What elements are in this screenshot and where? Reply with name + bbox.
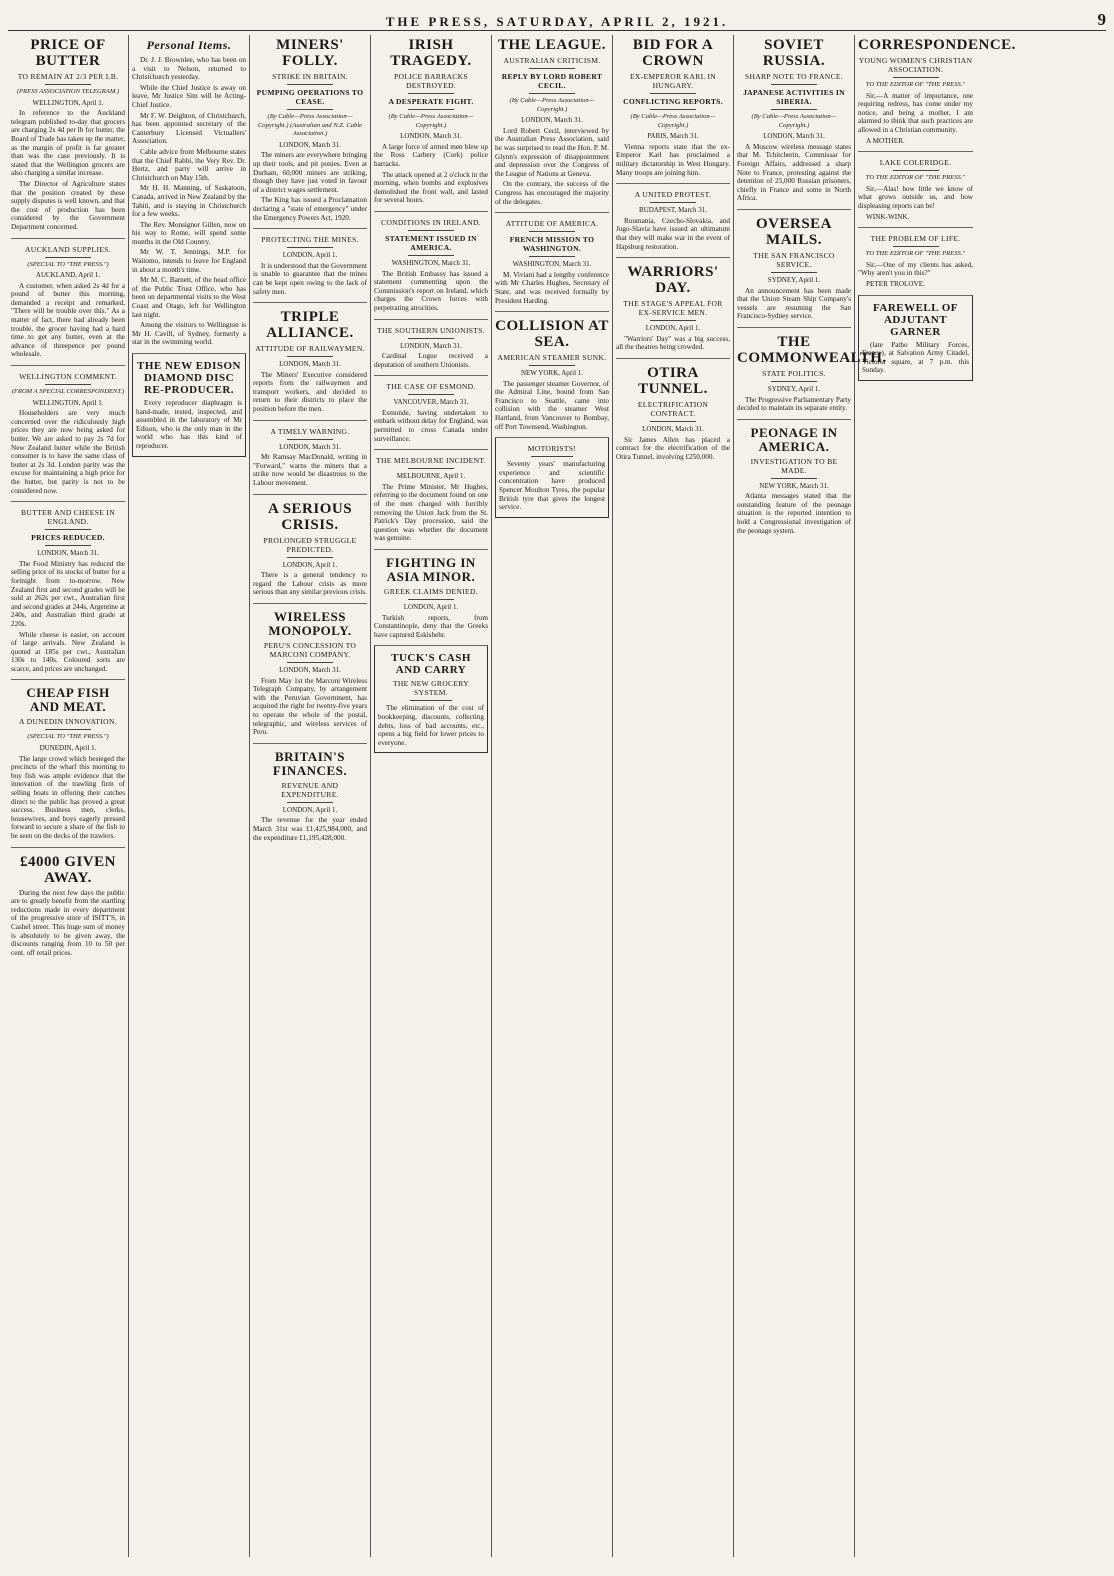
article-paragraph: "Warriors' Day" was a big success, all the theatres being crowded. — [616, 334, 730, 352]
article-subhead: THE SAN FRANCISCO SERVICE. — [753, 250, 835, 269]
article-subhead: PERU'S CONCESSION TO MARCONI COMPANY. — [263, 641, 357, 659]
article-credit: (By Cable—Press Association—Copyright.) — [751, 113, 837, 129]
divider-rule — [408, 338, 454, 339]
advertisement — [495, 437, 609, 518]
article — [737, 419, 851, 536]
divider-rule — [45, 257, 91, 258]
article-paragraph: In reference to the Auckland telegram published to-day that grocers are charging 2s 4d per lb for butter, the Board of Trade has taken up the matter, as the margin of profit is far greater than was the case previously. It is stated that the Wellington grocers are also charging a similar increase. — [11, 109, 125, 178]
article-paragraph: PETER TROLOVE. — [866, 279, 925, 288]
divider-rule — [45, 84, 91, 85]
article-subhead: STATE POLITICS. — [762, 368, 826, 378]
divider-rule — [650, 202, 696, 203]
article-subhead: THE NEW GROCERY SYSTEM. — [392, 679, 470, 698]
article — [374, 319, 488, 370]
article-paragraph: While cheese is easier, on account of large arrivals. New Zealand is quoted at 185s per cwt., Australian 130s to 140s. Coloured sorts are scarce, and prices are unchanged. — [11, 630, 125, 673]
article-subhead: LAKE COLERIDGE. — [879, 158, 952, 168]
article-paragraph: A MOTHER. — [866, 136, 905, 145]
article-paragraph: Vienna reports state that the ex-Emperor Karl has proclaimed a military dictatorship in West Hungary. Many troops are joining him. — [616, 142, 730, 177]
article-headline: TUCK'S CASH AND CARRY — [391, 652, 471, 677]
article-paragraph: There is a general tendency to regard the Labour crisis as more serious than any similar previous crisis. — [253, 571, 367, 597]
article — [616, 358, 730, 461]
article-dateline: DUNEDIN, April 1. — [39, 744, 97, 753]
article-paragraph: Dr. J. J. Brownlee, who has been on a visit to Nelson, returned to Christchurch yesterday. — [132, 56, 246, 82]
advertisement — [858, 295, 973, 381]
divider-rule — [287, 802, 333, 803]
article-paragraph: Turkish reports, from Constantinople, deny that the Greeks have captured Eskishehr. — [374, 613, 488, 639]
article-paragraph: Cable advice from Melbourne states that the Chief Rabbi, the Very Rev. Dr. Hertz, and party will arrive in Christchurch on May 15th. — [132, 147, 246, 182]
article-subhead: FRENCH MISSION TO WASHINGTON. — [509, 235, 595, 254]
article — [132, 37, 246, 347]
article-dateline: AUCKLAND, April 1. — [35, 271, 101, 280]
article-headline: SOVIET RUSSIA. — [762, 37, 826, 69]
article-headline: BID FOR A CROWN — [632, 37, 714, 69]
divider-rule — [287, 662, 333, 663]
article-dateline: VANCOUVER, March 31. — [393, 398, 469, 407]
article-dateline: LONDON, April 1. — [645, 324, 701, 333]
article-dateline: LONDON, March 31. — [763, 132, 825, 141]
article-dateline: LONDON, April 1. — [403, 603, 459, 611]
article-paragraph: On the contrary, the success of the Congress has encouraged the majority of the delegates. — [495, 180, 609, 206]
article — [253, 420, 367, 488]
article-headline: PEONAGE IN AMERICA. — [750, 424, 838, 454]
article-headline: FAREWELL OF ADJUTANT GARNER — [872, 301, 959, 338]
article-subhead: REVENUE AND EXPENDITURE. — [281, 780, 339, 799]
column-2 — [129, 35, 250, 1557]
article-dateline: LONDON, March 31. — [400, 341, 462, 350]
article-paragraph: (late Patho Military Forces, France), at Salvation Army Citadel, Victoria square, at 7 p.m. this Sunday. — [862, 340, 969, 375]
article-subhead: GREEK CLAIMS DENIED. — [384, 587, 478, 596]
article-paragraph: Lord Robert Cecil, interviewed by the Australian Press Association, said he was surprised to read the Hon. P. M. Glynn's expression of disappointment and depression over the Congress of the League of Nations at Geneva. — [495, 126, 609, 178]
divider-rule — [893, 246, 939, 247]
article — [495, 212, 609, 305]
article-subhead: REPLY BY LORD ROBERT CECIL. — [501, 72, 603, 90]
article-paragraph: Mr M. C. Barnett, of the head office of the Public Trust Office, who has been on departmental visits to the West Coast and Otago, left for Wellington last night. — [132, 276, 246, 319]
column-1 — [8, 35, 129, 1557]
article — [858, 227, 973, 288]
article — [253, 743, 367, 842]
divider-rule — [410, 700, 452, 701]
divider-rule — [529, 231, 575, 232]
article-credit: (PRESS ASSOCIATION TELEGRAM.) — [16, 88, 120, 95]
divider-rule — [287, 109, 333, 110]
article-subhead: BUTTER AND CHEESE IN ENGLAND. — [21, 508, 115, 527]
article-subhead: POLICE BARRACKS DESTROYED. — [394, 72, 468, 90]
article-dateline: LONDON, March 31. — [37, 549, 99, 558]
article — [374, 211, 488, 313]
article-paragraph: Sir,—Alas! how little we know of what grows outside us, and how displeasing reports can be! — [858, 184, 973, 210]
article-paragraph: Mr W. T. Jennings, M.P. for Waitomo, intends to leave for England in about a month's time. — [132, 248, 246, 274]
divider-rule — [408, 599, 454, 600]
divider-rule — [771, 84, 817, 85]
article-paragraph: Mr H. H. Manning, of Saskatoon, Canada, arrived in New Zealand by the Tahiti, and is staying in Christchurch for a few weeks. — [132, 184, 246, 219]
article-paragraph: A Moscow wireless message states that M. Tchitcherin, Commissar for Foreign Affairs, addressed a sharp Note to France, protesting against the detention of 25,000 Russian prisoners, chiefly in France and some in North Africa. — [737, 142, 851, 203]
divider-rule — [893, 170, 939, 171]
article-headline: Personal Items. — [146, 38, 232, 52]
article-dateline: NEW YORK, March 31. — [759, 481, 829, 490]
divider-rule — [650, 93, 696, 94]
article — [374, 37, 488, 205]
divider-rule — [650, 109, 696, 110]
article-subhead: THE PROBLEM OF LIFE. — [870, 234, 961, 244]
article-paragraph: The large crowd which besieged the precincts of the wharf this morning to buy fish was ample evidence that the innovation of the trawling firm of selling boats in offering their catches direct to the public has proved a great success. Business men, clerks, housewives, and boys eagerly pressed forward to secure a share of the fish to be seen on the decks of the trawlers. — [11, 754, 125, 840]
article-credit: TO THE EDITOR OF "THE PRESS." — [865, 250, 966, 258]
article-subhead: ATTITUDE OF RAILWAYMEN. — [255, 344, 365, 354]
article-headline: A SERIOUS CRISIS. — [267, 500, 353, 533]
article-paragraph: The British Embassy has issued a statement commenting upon the Commission's report on Ireland, which charges the Crown forces with perpetrating atrocities. — [374, 269, 488, 312]
article-subhead: ATTITUDE OF AMERICA. — [505, 219, 599, 229]
article-headline: MINERS' FOLLY. — [276, 37, 344, 69]
article-subhead: STATEMENT ISSUED IN AMERICA. — [385, 233, 477, 252]
divider-rule — [408, 230, 454, 231]
divider-rule — [408, 93, 454, 94]
article-paragraph: A large force of armed men blew up the Ross Carbery (Cork) police barracks. — [374, 142, 488, 168]
article-dateline: LONDON, March 31. — [279, 666, 341, 674]
divider-rule — [531, 456, 573, 457]
article-headline: THE COMMONWEALTH. — [737, 333, 887, 366]
article-paragraph: The miners are everywhere bringing up their tools, and pit ponies. Even at Durham, 60,000 miners are striking, though they have just voted in favour of a district wages settlement. — [253, 151, 367, 194]
article-dateline: LONDON, March 31. — [279, 360, 341, 369]
article-subhead: CONDITIONS IN IRELAND. — [380, 217, 482, 227]
divider-rule — [893, 77, 939, 78]
article-dateline: WELLINGTON, April 1. — [32, 398, 104, 407]
article — [11, 679, 125, 840]
article-subhead: AMERICAN STEAMER SUNK. — [497, 353, 607, 363]
article-subhead: EX-EMPEROR KARL IN HUNGARY. — [629, 72, 717, 90]
article — [858, 37, 1016, 145]
divider-rule — [650, 421, 696, 422]
article — [253, 37, 367, 222]
article — [253, 228, 367, 296]
article-paragraph: The Director of Agriculture states that the position created by these supply disputes is well known, and that the cost of production has been considered by the Government Department concerned. — [11, 179, 125, 231]
article — [253, 494, 367, 597]
article-dateline: SYDNEY, April 1. — [767, 275, 821, 284]
article-paragraph: Sir,—A matter of importance, one requiring redress, has come under my notice, and being a mother, I am alarmed to think that such practices are allowed in a Christian community. — [858, 91, 973, 134]
article — [11, 238, 125, 360]
article — [253, 603, 367, 737]
article-subhead: MOTORISTS! — [527, 444, 577, 454]
divider-rule — [529, 68, 575, 69]
article — [11, 365, 125, 495]
divider-rule — [771, 272, 817, 273]
article-headline: OVERSEA MAILS. — [755, 215, 833, 248]
divider-rule — [650, 320, 696, 321]
article — [374, 449, 488, 543]
article-paragraph: During the next few days the public are to greatly benefit from the startling reductions made in every department of the progressive store of ISITT'S, in Cashel street. This huge sum of money is absolutely to be given away, the discounts ranging from 10 to 50 per cent. off retail prices. — [11, 888, 125, 957]
article-headline: IRISH TRAGEDY. — [390, 37, 472, 69]
divider-rule — [529, 256, 575, 257]
article-subhead: CONFLICTING REPORTS. — [623, 97, 723, 106]
article-subhead: ELECTRIFICATION CONTRACT. — [637, 399, 709, 418]
divider-rule — [45, 545, 91, 546]
article-dateline: WASHINGTON, March 31. — [512, 260, 592, 269]
article-subhead: A TIMELY WARNING. — [270, 426, 350, 436]
article-subhead: A DUNEDIN INNOVATION. — [19, 717, 117, 727]
article-dateline: LONDON, March 31. — [642, 424, 704, 433]
article-headline: PRICE OF BUTTER — [30, 37, 106, 69]
article-subhead: TO REMAIN AT 2/3 PER LB. — [17, 72, 119, 81]
article-dateline: BUDAPEST, March 31. — [639, 206, 707, 215]
article-paragraph: Atlanta messages stated that the outstanding feature of the peonage situation is the reported intention to hold a Congressional investigation of the peonage system. — [737, 492, 851, 535]
divider-rule — [287, 84, 333, 85]
article-subhead: JAPANESE ACTIVITIES IN SIBERIA. — [743, 88, 845, 106]
divider-rule — [529, 93, 575, 94]
divider-rule — [408, 255, 454, 256]
article-headline: BRITAIN'S FINANCES. — [272, 748, 348, 778]
divider-rule — [287, 439, 333, 440]
article-paragraph: The Miners' Executive considered reports from the railwaymen and transport workers, and decided to return to their districts to place the position before the men. — [253, 370, 367, 414]
article-paragraph: Among the visitors to Wellington is Mr H. Cavill, of Sydney, formerly a star in the swimming world. — [132, 321, 246, 347]
divider-rule — [771, 109, 817, 110]
article-subhead: PRICES REDUCED. — [31, 533, 105, 543]
article-dateline: WASHINGTON, March 31. — [391, 258, 471, 267]
article-headline: WIRELESS MONOPOLY. — [268, 609, 352, 638]
article-credit: (FROM A SPECIAL CORRESPONDENT.) — [11, 388, 125, 396]
article-subhead: PROLONGED STRUGGLE PREDICTED. — [263, 535, 357, 554]
article-paragraph: Every reproducer diaphragm is hand-made, tested, inspected, and assembled in the laboratory of Mr Edison, who is the only man in the world who has this kind of reproducer. — [136, 399, 242, 450]
article-paragraph: The elimination of the cost of bookkeeping, discounts, collecting debts, loss of bad accounts, etc., opens a big field for lower prices to everyone. — [378, 704, 484, 747]
article-paragraph: An announcement has been made that the Union Steam Ship Company's vessels are resuming the San Francisco-Sydney service. — [737, 286, 851, 321]
article-headline: CORRESPONDENCE. — [858, 37, 1016, 53]
article-dateline: LONDON, March 31. — [521, 116, 583, 125]
article-headline: FIGHTING IN ASIA MINOR. — [386, 555, 476, 584]
divider-rule — [408, 109, 454, 110]
article-subhead: YOUNG WOMEN'S CHRISTIAN ASSOCIATION. — [858, 56, 973, 74]
article-dateline: LONDON, April 1. — [282, 805, 338, 814]
article-dateline: NEW YORK, April 1. — [520, 369, 584, 378]
divider-rule — [529, 365, 575, 366]
article-paragraph: WINK-WINK. — [866, 212, 910, 221]
article-paragraph: The Progressive Parliamentary Party decided to maintain its separate entity. — [737, 395, 851, 413]
advertisement — [374, 645, 488, 753]
article-paragraph: It is understood that the Government is unable to guarantee that the mines can be kept open owing to the lack of safety men. — [253, 261, 367, 296]
article-subhead: AUSTRALIAN CRITICISM. — [503, 56, 601, 65]
article-subhead: A UNITED PROTEST. — [634, 190, 712, 200]
article-dateline: LONDON, March 31. — [400, 132, 462, 141]
article-subhead: THE CASE OF ESMOND. — [386, 382, 476, 392]
article-paragraph: The King has issued a Proclamation declaring a "state of emergency" under the Emergency Powers Act, 1920. — [253, 196, 367, 222]
article-subhead: PUMPING OPERATIONS TO CEASE. — [256, 88, 364, 106]
article-dateline: LONDON, March 31. — [279, 140, 341, 149]
divider-rule — [408, 394, 454, 395]
article-paragraph: Mr Ramsay MacDonald, writing in "Forward," warns the miners that a strike now would be disastrous to the Labour movement. — [253, 453, 367, 488]
article — [737, 37, 851, 203]
article-headline: THE LEAGUE. — [497, 37, 607, 53]
article-subhead: THE SOUTHERN UNIONISTS. — [377, 325, 485, 335]
article-credit: (By Cable—Press Association—Copyright.) — [630, 113, 716, 129]
article-credit: (SPECIAL TO "THE PRESS.") — [27, 260, 109, 268]
article-paragraph: While the Chief Justice is away on leave, Mr Justice Sim will be Acting-Chief Justice. — [132, 83, 246, 109]
article — [858, 151, 973, 221]
article-paragraph: The Food Ministry has reduced the selling price of its stocks of butter for a fortnight from to-morrow. New Zealand first and second grades will be sold at 262s per cwt., Australian first and second grades at 244s, Argentine at 240s, and Australian third grade at 220s. — [11, 559, 125, 628]
divider-rule — [771, 381, 817, 382]
article-credit: (SPECIAL TO "THE PRESS.") — [27, 733, 109, 741]
article-headline: CHEAP FISH AND MEAT. — [26, 685, 110, 715]
article-paragraph: Mr F. W. Deighton, of Christchurch, has been appointed secretary of the Canterbury Licensed Victuallers' Association. — [132, 111, 246, 146]
article-dateline: LONDON, April 1. — [282, 251, 338, 260]
article-paragraph: The revenue for the year ended March 31st was £1,425,984,000, and the expenditure £1,195,428,000. — [253, 816, 367, 842]
article-dateline: MELBOURNE, April 1. — [396, 472, 466, 481]
article — [495, 311, 609, 431]
masthead-title: THE PRESS, SATURDAY, APRIL 2, 1921. — [385, 14, 729, 29]
article-paragraph: Roumania, Czecho-Slovakia, and Jugo-Slavia have issued an ultimatum that they will make war in the event of Hapsburg restoration. — [616, 216, 730, 251]
article-credit: TO THE EDITOR OF "THE PRESS." — [865, 174, 966, 182]
article-paragraph: The attack opened at 2 o'clock in the morning, when bombs and explosives demolished the front wall, and lasted for several hours. — [374, 170, 488, 205]
article — [737, 209, 851, 321]
divider-rule — [287, 356, 333, 357]
article-dateline: LONDON, April 1. — [282, 560, 338, 569]
article-subhead: STRIKE IN BRITAIN. — [272, 72, 348, 81]
divider-rule — [408, 468, 454, 469]
article-credit: (By Cable—Press Association—Copyright.) — [509, 97, 595, 113]
article — [616, 37, 730, 177]
article — [616, 183, 730, 251]
columns-container — [8, 35, 1106, 1557]
newspaper-page — [8, 8, 1106, 1560]
page-number: 9 — [1097, 10, 1106, 29]
divider-rule — [45, 729, 91, 730]
advertisement — [132, 353, 246, 457]
article-dateline: SYDNEY, April 1. — [767, 384, 821, 393]
column-5 — [492, 35, 613, 1557]
article-subhead: AUCKLAND SUPPLIES. — [25, 244, 111, 254]
article-subhead: THE STAGE'S APPEAL FOR EX-SERVICE MEN. — [623, 299, 723, 318]
article — [495, 37, 609, 206]
article-subhead: SHARP NOTE TO FRANCE. — [744, 72, 844, 81]
article-paragraph: Sir James Allen has placed a contract for the electrification of the Otira Tunnel, involving £250,000. — [616, 435, 730, 461]
article-paragraph: Householders are very much concerned over the ridiculously high prices they are now being asked for butter. We are asked to pay 2s 7d for New Zealand butter while the British consumer is to have the same class of butter at 2s 3d. London parity was the excuse for maintaining a high price for the butter, but parity is not to be considered now. — [11, 409, 125, 495]
article-headline: WARRIORS' DAY. — [627, 264, 719, 297]
article-subhead: INVESTIGATION TO BE MADE. — [750, 456, 838, 475]
article — [737, 327, 887, 413]
column-8 — [855, 35, 1016, 1557]
article-credit: (By Cable—Press Association—Copyright.) — [388, 113, 474, 129]
article-paragraph: Sir,—One of my clients has asked, "Why aren't you in this?" — [858, 260, 973, 278]
article-headline: £4000 GIVEN AWAY. — [20, 853, 116, 886]
article-credit: (By Cable—Press Association—Copyright.) (Australian and N.Z. Cable Association.) — [257, 113, 363, 138]
article-headline: COLLISION AT SEA. — [495, 318, 609, 351]
article-dateline: LONDON, March 31. — [279, 442, 341, 451]
divider-rule — [45, 384, 91, 385]
article — [616, 257, 730, 352]
article-paragraph: A customer, when asked 2s 4d for a pound of butter this morning, demanded a receipt and remarked, "There will be trouble over this." As a matter of fact, there had already been trouble, the grocer having had a hard time to get any butter, even at the advance of threepence per pound wholesale. — [11, 281, 125, 359]
article-headline: TRIPLE ALLIANCE. — [266, 309, 354, 342]
divider-rule — [287, 557, 333, 558]
article-paragraph: Seventy years' manufacturing experience and scientific concentration have produced Spencer Moulton Tyres, the popular British tyre that gives the longest service. — [499, 460, 605, 512]
column-4 — [371, 35, 492, 1557]
article — [374, 375, 488, 443]
article-headline: OTIRA TUNNEL. — [638, 364, 708, 397]
article-dateline: WELLINGTON, April 1. — [32, 98, 104, 107]
article-headline: THE NEW EDISON DIAMOND DISC RE-PRODUCER. — [137, 360, 241, 396]
article-dateline: PARIS, March 31. — [647, 132, 699, 141]
article-subhead: WELLINGTON COMMENT. — [19, 372, 117, 382]
article — [11, 847, 125, 958]
article-paragraph: From May 1st the Marconi Wireless Telegraph Company, by arrangement with the Peruvian Government, has acquired the right for twenty-five years to operate the whole of the postal, telegraphic, and wireless services of Peru. — [253, 676, 367, 737]
article-credit: TO THE EDITOR OF "THE PRESS." — [865, 81, 966, 88]
article-paragraph: The Prime Minister, Mr Hughes, referring to the document found on one of the men charged with forcibly removing the Union Jack from the St. Patrick's Day procession, said the question was whether the document was genuine. — [374, 482, 488, 543]
article-paragraph: The passenger steamer Governor, of the Admiral Line, bound from San Francisco to Seattle, came into collision with the steamer West Hartland, from Vancouver to Bombay, off Port Townsend, Washington. — [495, 379, 609, 431]
article-paragraph: Cardinal Logue received a deputation of southern Unionists. — [374, 352, 488, 369]
article — [11, 501, 125, 673]
article-paragraph: M. Viviani had a lengthy conference with Mr Charles Hughes, Secretary of State, and was received formally by President Harding. — [495, 270, 609, 305]
article-subhead: THE MELBOURNE INCIDENT. — [376, 456, 486, 466]
divider-rule — [771, 478, 817, 479]
masthead — [8, 8, 1106, 31]
column-6 — [613, 35, 734, 1557]
divider-rule — [45, 529, 91, 530]
article-subhead: A DESPERATE FIGHT. — [388, 97, 474, 106]
article — [253, 302, 367, 414]
article — [11, 37, 125, 232]
article-subhead: PROTECTING THE MINES. — [261, 235, 359, 245]
divider-rule — [287, 247, 333, 248]
column-3 — [250, 35, 371, 1557]
article-paragraph: Esmonde, having undertaken to embark without delay for England, was permitted to cross Canada under surveillance. — [374, 408, 488, 443]
article-paragraph: The Rev. Monsignor Gillen, now on his way to Rome, will spend some months in the Old Country. — [132, 220, 246, 246]
article — [374, 549, 488, 639]
